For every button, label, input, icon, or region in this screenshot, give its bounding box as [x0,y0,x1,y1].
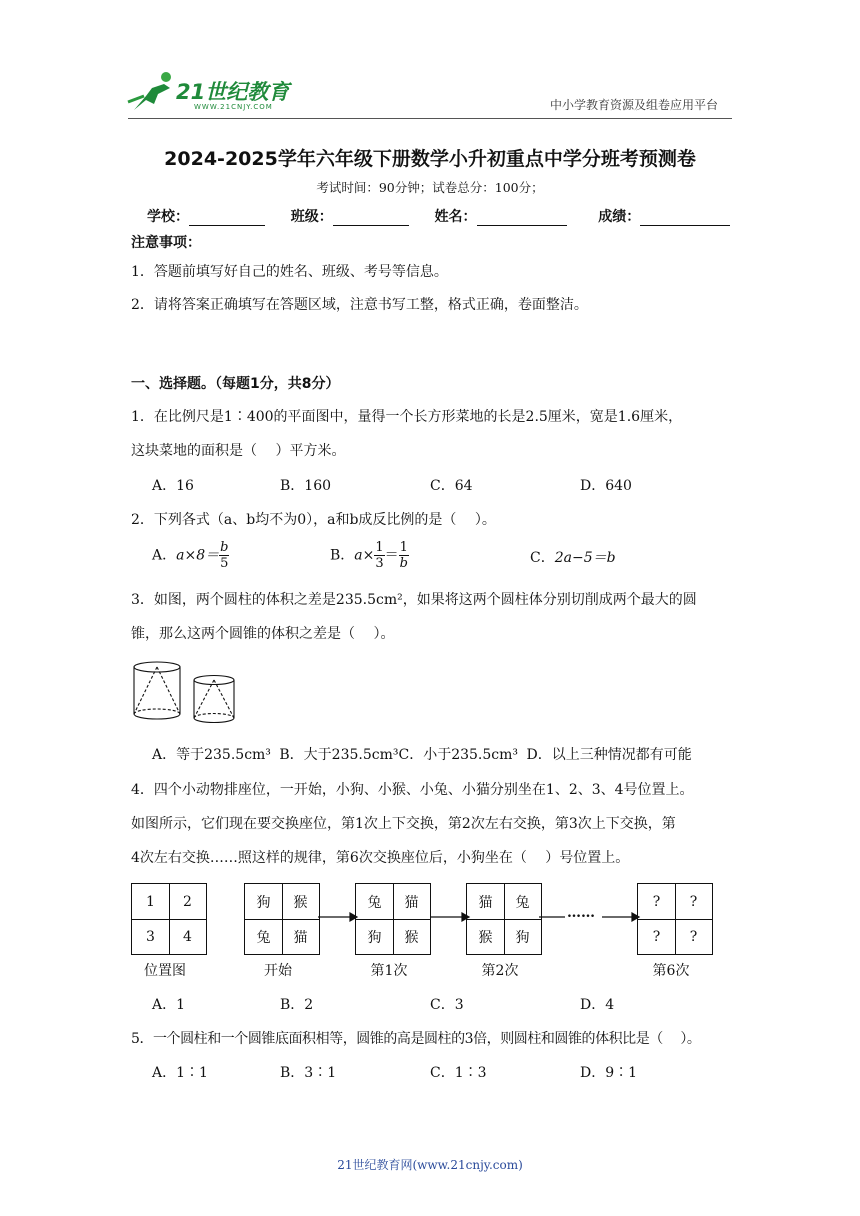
note-item-2: 2．请将答案正确填写在答题区域，注意书写工整，格式正确，卷面整洁。 [131,297,588,313]
large-cylinder-icon [134,662,180,719]
cylinders-figure [130,658,240,726]
school-blank[interactable] [189,211,265,226]
student-fields [147,206,730,226]
q2-stem: 2．下列各式（a、b均不为0），a和b成反比例的是（ ）。 [131,512,496,528]
header-platform-text: 中小学教育资源及组卷应用平台 [550,98,719,112]
q3-line2: 锥，那么这两个圆锥的体积之差是（ ）。 [131,626,395,642]
seat-cell: ? [652,928,661,945]
seat-arrows [0,900,860,940]
q2-option-a[interactable]: A．a×8＝ $\frac{b}{5}$ [152,540,229,571]
seat-cell: 猴 [293,894,308,911]
q3-option-c[interactable]: C．小于235.5cm³ [398,747,519,763]
seat-cell: 兔 [515,894,530,911]
arrow-icon [462,913,469,921]
arrow-icon [350,913,357,921]
name-blank[interactable] [477,211,567,226]
q1-line1: 1．在比例尺是1∶400的平面图中，量得一个长方形菜地的长是2.5厘米，宽是1.6厘米， [131,409,683,425]
seat-cell: ? [689,928,698,945]
footer-link[interactable]: 21世纪教育网(www.21cnjy.com) [337,1158,523,1172]
seat-cell: 狗 [256,894,271,911]
exam-info: 考试时间：90分钟；试卷总分：100分； [316,180,544,195]
seat-grid-caption: 第6次 [652,963,690,979]
q4-option-c[interactable]: C．3 [430,997,464,1013]
small-cylinder-icon [194,676,234,723]
notes-heading: 注意事项： [131,235,201,251]
header-divider [128,118,732,119]
page-title: 2024-2025学年六年级下册数学小升初重点中学分班考预测卷 [164,148,696,170]
q4-option-a[interactable]: A．1 [152,997,186,1013]
q1-option-d[interactable]: D．640 [580,478,632,494]
q4-option-d[interactable]: D．4 [580,997,615,1013]
seat-cell: 猫 [404,894,419,911]
seat-cell: 猫 [478,894,493,911]
q2-option-c[interactable]: C．2a−5＝b [530,550,616,566]
seat-cell: ? [652,893,661,910]
q4-line2: 如图所示，它们现在要交换座位，第1次上下交换，第2次左右交换，第3次上下交换，第 [131,816,676,832]
q2-option-b[interactable]: B．a× $\frac{1}{3}$ ＝ $\frac{1}{b}$ [330,540,408,571]
q1-option-b[interactable]: B．160 [280,478,332,494]
q3-option-a[interactable]: A．等于235.5cm³ [152,747,271,763]
note-item-1: 1．答题前填写好自己的姓名、班级、考号等信息。 [131,264,448,280]
score-blank[interactable] [640,211,730,226]
logo-url: WWW.21CNJY.COM [194,103,273,111]
seat-grid-caption: 开始 [264,963,292,979]
seat-cell: 3 [146,928,155,945]
class-label: 班级： [290,209,333,225]
q3-option-b[interactable]: B．大于235.5cm³ [279,747,399,763]
q1-option-c[interactable]: C．64 [430,478,473,494]
seat-cell: 狗 [367,929,382,946]
seat-cell: 4 [183,928,192,945]
q3-options [152,745,692,765]
seat-dots: …… [567,905,595,921]
q3-option-d[interactable]: D．以上三种情况都有可能 [526,747,692,763]
q5-option-c[interactable]: C．1∶3 [430,1065,487,1081]
q5-line1: 5．一个圆柱和一个圆锥底面积相等，圆锥的高是圆柱的3倍，则圆柱和圆锥的体积比是（ ）。 [131,1031,701,1047]
q5-option-d[interactable]: D．9∶1 [580,1065,638,1081]
q4-option-b[interactable]: B．2 [280,997,314,1013]
seat-cell: 1 [146,893,155,910]
section-heading: 一、选择题。（每题1分，共8分） [131,376,340,392]
logo-text: 21世纪教育 [176,80,290,104]
seat-grid-caption: 位置图 [144,963,186,979]
seat-cell: 兔 [367,894,382,911]
seat-cell: 兔 [256,929,271,946]
seat-grid-caption: 第1次 [370,963,408,979]
school-label: 学校： [147,209,189,225]
name-label: 姓名： [434,209,477,225]
q3-line1: 3．如图，两个圆柱的体积之差是235.5cm²，如果将这两个圆柱体分别切削成两个最大的圆 [131,592,697,608]
q4-line1: 4．四个小动物排座位，一开始，小狗、小猴、小兔、小猫分别坐在1、2、3、4号位置上。 [131,782,694,798]
score-label: 成绩： [598,209,641,225]
seat-cell: ? [689,893,698,910]
class-blank[interactable] [333,211,409,226]
runner-logo-icon [124,70,180,114]
q5-option-a[interactable]: A．1∶1 [152,1065,208,1081]
q1-option-a[interactable]: A．16 [152,478,194,494]
seat-cell: 猴 [404,929,419,946]
seat-cell: 2 [183,893,192,910]
q1-line2: 这块菜地的面积是（ ）平方米。 [131,443,346,459]
q4-line3: 4次左右交换……照这样的规律，第6次交换座位后，小狗坐在（ ）号位置上。 [131,850,630,866]
seat-grid-caption: 第2次 [481,963,519,979]
seat-cell: 猴 [478,929,493,946]
arrow-icon [632,913,639,921]
seat-cell: 狗 [515,929,530,946]
q5-option-b[interactable]: B．3∶1 [280,1065,337,1081]
logo [124,70,294,114]
seat-cell: 猫 [293,929,308,946]
